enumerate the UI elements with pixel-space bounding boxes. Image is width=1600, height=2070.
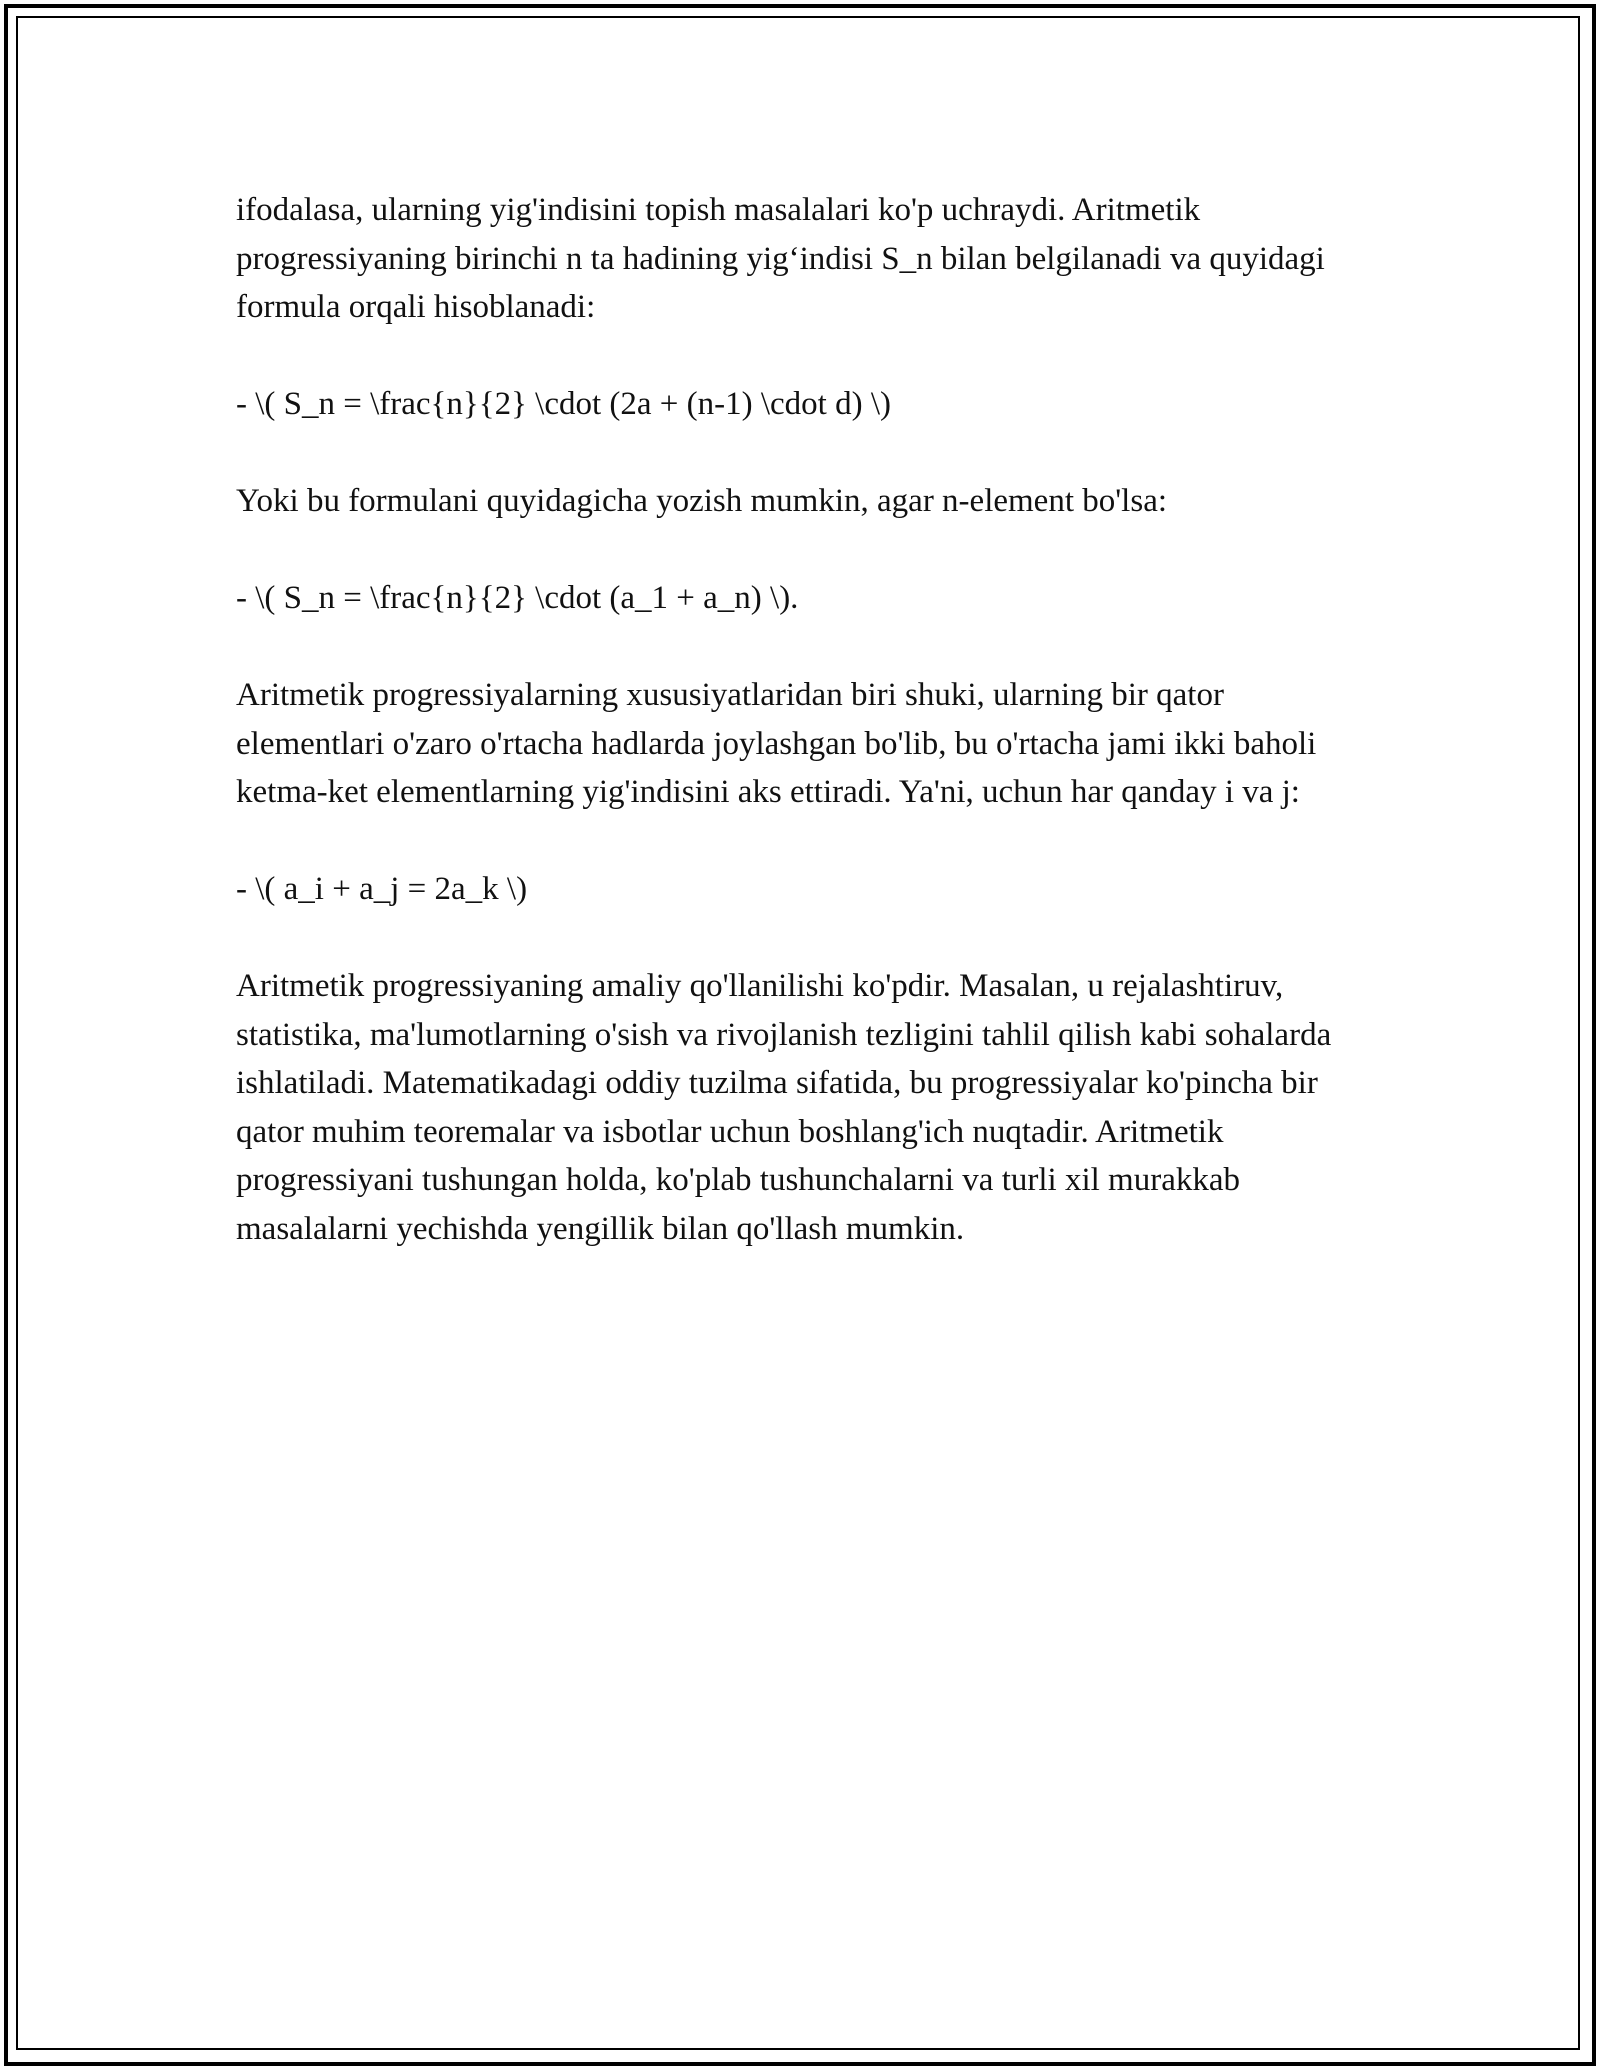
paragraph-alternative-form: Yoki bu formulani quyidagicha yozish mumkin, agar n-element bo'lsa:	[236, 483, 1168, 519]
paragraph-sum-intro: ifodalasa, ularning yig'indisini topish masalalari ko'p uchraydi. Aritmetik progressiyaning birinchi n ta hadining yig‘indisi S_n bilan belgilanadi va quyidagi formula orqali hisoblanadi:	[236, 192, 1325, 325]
formula-sum-endpoints: - \( S_n = \frac{n}{2} \cdot (a_1 + a_n) \).	[236, 580, 799, 616]
paragraph-properties: Aritmetik progressiyalarning xususiyatlaridan biri shuki, ularning bir qator elementlari o'zaro o'rtacha hadlarda joylashgan bo'lib, bu o'rtacha jami ikki baholi ketma-ket elementlarning yig'indisini aks ettiradi. Ya'ni, uchun har qanday i va j:	[236, 677, 1317, 810]
formula-mean-property: - \( a_i + a_j = 2a_k \)	[236, 871, 528, 907]
formula-sum-general: - \( S_n = \frac{n}{2} \cdot (2a + (n-1) \cdot d) \)	[236, 386, 891, 422]
paragraph-applications: Aritmetik progressiyaning amaliy qo'llanilishi ko'pdir. Masalan, u rejalashtiruv, statistika, ma'lumotlarning o'sish va rivojlanish tezligini tahlil qilish kabi sohalarda ishlatiladi. Matematikadagi oddiy tuzilma sifatida, bu progressiyalar ko'pincha bir qator muhim teoremalar va isbotlar uchun boshlang'ich nuqtadir. Aritmetik progressiyani tushungan holda, ko'plab tushunchalarni va turli xil murakkab masalalarni yechishda yengillik bilan qo'llash mumkin.	[236, 968, 1332, 1247]
document-body	[236, 186, 1366, 1302]
